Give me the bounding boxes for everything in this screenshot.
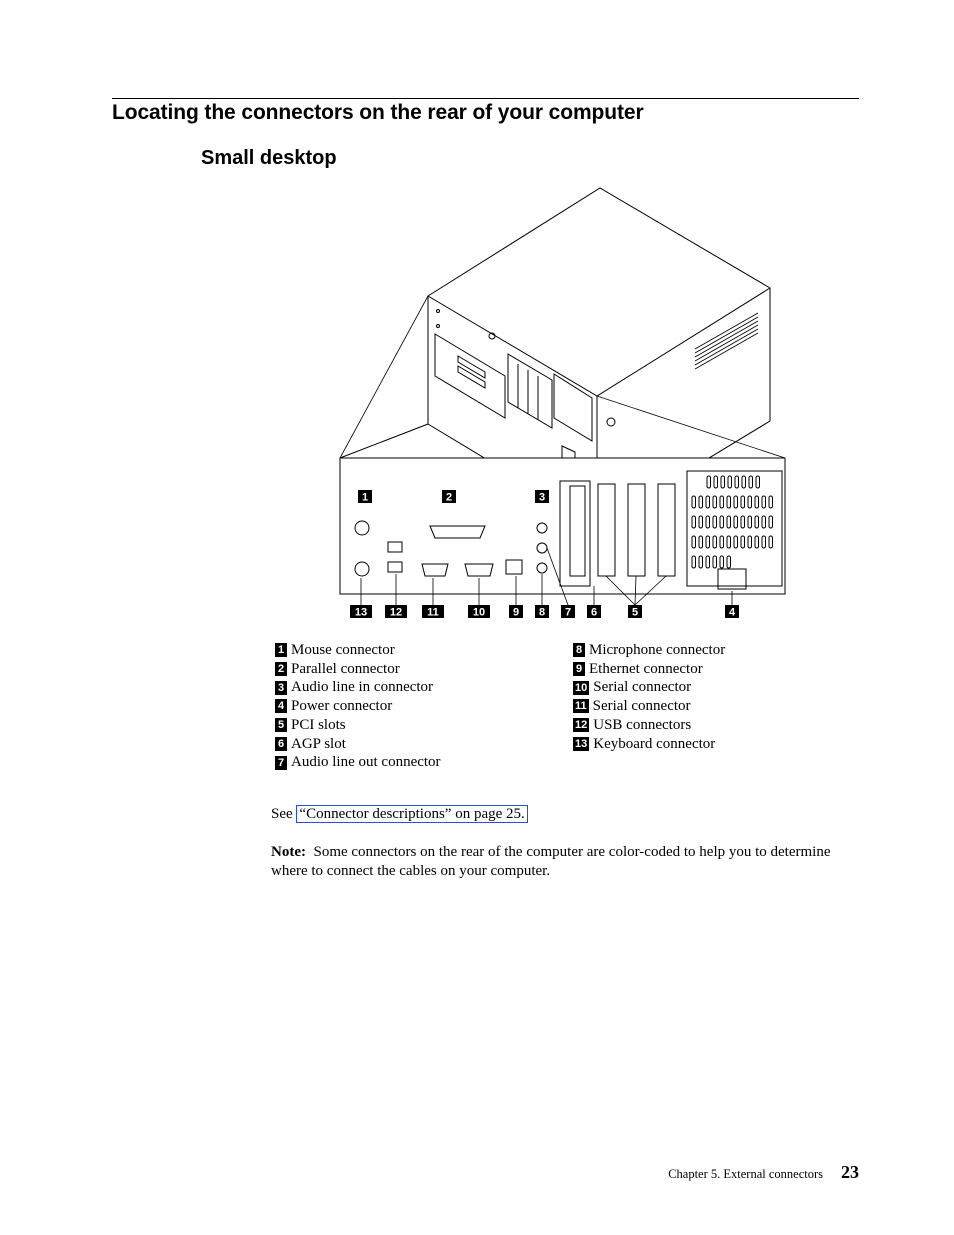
- legend-label: Audio line in connector: [291, 679, 434, 696]
- legend-number: 12: [575, 719, 588, 732]
- legend-right: [573, 641, 725, 753]
- legend-number: 6: [275, 737, 287, 751]
- callout-5: 5: [631, 606, 639, 619]
- legend-label: Ethernet connector: [589, 660, 703, 677]
- legend-number: 7: [275, 756, 287, 770]
- legend-item: [275, 678, 441, 697]
- legend-label: PCI slots: [291, 716, 346, 733]
- page-number: 23: [841, 1162, 859, 1182]
- legend-item: [573, 641, 725, 660]
- callout-7: 7: [564, 606, 572, 619]
- legend-number: 2: [275, 662, 287, 676]
- callout-1: 1: [361, 491, 369, 504]
- legend-number: 10: [575, 681, 588, 694]
- callout-9: 9: [512, 606, 520, 619]
- legend-item: [573, 660, 725, 679]
- legend-number: 4: [275, 699, 287, 713]
- legend-label: Microphone connector: [589, 642, 726, 658]
- section-heading: Small desktop: [201, 147, 337, 169]
- legend-label: Audio line out connector: [291, 754, 441, 771]
- footer-chapter: Chapter 5. External connectors: [668, 1167, 823, 1181]
- legend-item: [275, 716, 441, 735]
- legend-left: [275, 641, 441, 772]
- callout-2: 2: [445, 491, 453, 504]
- legend-number: 8: [573, 643, 585, 657]
- callout-6: 6: [590, 606, 598, 619]
- header-rule: [112, 98, 859, 99]
- legend-item: [573, 678, 725, 697]
- callout-13: 13: [354, 606, 368, 619]
- legend-label: Parallel connector: [291, 660, 400, 677]
- page-heading: Locating the connectors on the rear of your computer: [112, 101, 644, 124]
- page-footer: [668, 1162, 859, 1183]
- callout-3: 3: [538, 491, 546, 504]
- callout-8: 8: [538, 606, 546, 619]
- legend-number: 9: [573, 662, 585, 676]
- legend-item: [275, 660, 441, 679]
- legend-item: [573, 735, 725, 754]
- legend-label: Serial connector: [593, 679, 692, 696]
- callout-10: 10: [472, 606, 486, 619]
- see-prefix: See: [271, 806, 297, 822]
- legend-item: [275, 753, 441, 772]
- callout-11: 11: [427, 606, 439, 619]
- legend-item: [573, 697, 725, 716]
- legend-number: 11: [575, 700, 587, 713]
- rear-connectors-illustration: [330, 186, 790, 626]
- legend-item: [275, 735, 441, 754]
- legend-item: [275, 641, 441, 660]
- legend-label: Serial connector: [592, 698, 691, 715]
- legend-number: 3: [275, 681, 287, 695]
- legend-label: Power connector: [291, 698, 393, 715]
- legend-label: AGP slot: [291, 735, 346, 752]
- see-reference: [271, 806, 528, 823]
- legend-label: Mouse connector: [291, 642, 395, 658]
- legend-label: USB connectors: [593, 716, 692, 733]
- connector-descriptions-link[interactable]: “Connector descriptions” on page 25.: [296, 805, 527, 823]
- legend-number: 13: [575, 737, 588, 750]
- callout-4: 4: [728, 606, 736, 619]
- legend-number: 5: [275, 718, 287, 732]
- legend-item: [275, 697, 441, 716]
- note-paragraph: [271, 843, 859, 881]
- note-label: Note:: [271, 844, 306, 860]
- callout-12: 12: [389, 606, 403, 619]
- note-text: Some connectors on the rear of the computer are color-coded to help you to determine where to connect the cables on your computer.: [271, 844, 831, 879]
- legend-label: Keyboard connector: [593, 735, 716, 752]
- legend-number: 1: [275, 643, 287, 657]
- legend-item: [573, 716, 725, 735]
